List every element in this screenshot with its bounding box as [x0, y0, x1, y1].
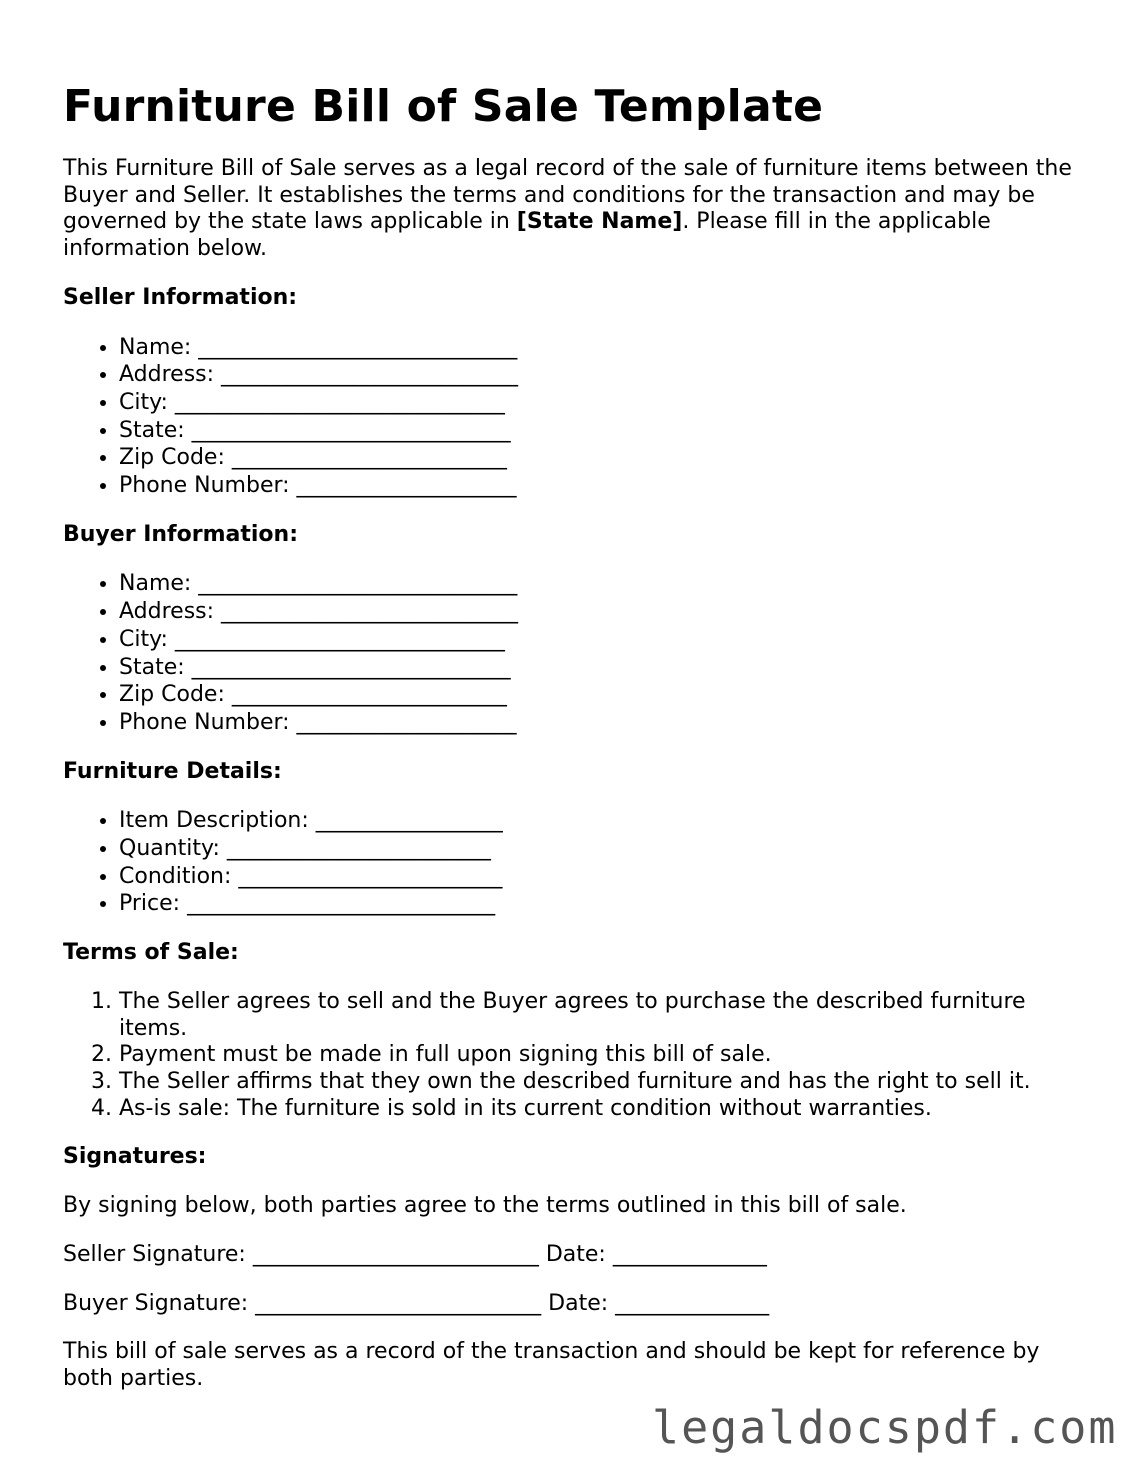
item-description-field: • Item Description: _________________	[119, 807, 1073, 835]
seller-state-field: • State: _____________________________	[119, 417, 1073, 445]
seller-signature-line: Seller Signature: __________________________ Date: ______________	[63, 1241, 767, 1267]
furniture-field-list	[63, 807, 1073, 918]
term-item: 3. The Seller affirms that they own the described furniture and has the right to sell it.	[119, 1069, 1073, 1096]
seller-zip-field: • Zip Code: _________________________	[119, 444, 1073, 472]
document-page	[63, 78, 1073, 1415]
buyer-city-field: • City: ______________________________	[119, 626, 1073, 654]
seller-city-field: • City: ______________________________	[119, 389, 1073, 417]
buyer-state-field: • State: _____________________________	[119, 654, 1073, 682]
buyer-field-list	[63, 570, 1073, 736]
terms-list	[63, 989, 1073, 1123]
signatures-heading: Signatures:	[63, 1144, 207, 1170]
furniture-heading: Furniture Details:	[63, 758, 282, 784]
seller-address-field: • Address: ___________________________	[119, 361, 1073, 389]
quantity-field: • Quantity: ________________________	[119, 835, 1073, 863]
signature-statement: By signing below, both parties agree to the terms outlined in this bill of sale.	[63, 1193, 907, 1219]
buyer-zip-field: • Zip Code: _________________________	[119, 681, 1073, 709]
condition-field: • Condition: ________________________	[119, 863, 1073, 891]
seller-phone-field: • Phone Number: ____________________	[119, 472, 1073, 500]
watermark-logo: legaldocspdf.com	[652, 1401, 1118, 1454]
seller-name-field: • Name: _____________________________	[119, 334, 1073, 362]
buyer-address-field: • Address: ___________________________	[119, 598, 1073, 626]
buyer-phone-field: • Phone Number: ____________________	[119, 709, 1073, 737]
seller-field-list	[63, 334, 1073, 500]
term-item: 2. Payment must be made in full upon signing this bill of sale.	[119, 1042, 1073, 1069]
document-title: Furniture Bill of Sale Template	[63, 81, 824, 132]
intro-paragraph	[63, 156, 1073, 263]
term-item: 1. The Seller agrees to sell and the Buyer agrees to purchase the described furniture items.	[119, 989, 1073, 1042]
terms-heading: Terms of Sale:	[63, 940, 239, 966]
price-field: • Price: ____________________________	[119, 890, 1073, 918]
closing-paragraph: This bill of sale serves as a record of the transaction and should be kept for reference by both parties.	[63, 1339, 1040, 1391]
seller-heading: Seller Information:	[63, 284, 298, 310]
buyer-signature-line: Buyer Signature: __________________________ Date: ______________	[63, 1290, 770, 1316]
buyer-heading: Buyer Information:	[63, 521, 298, 547]
term-item: 4. As-is sale: The furniture is sold in its current condition without warranties.	[119, 1096, 1073, 1123]
state-name-placeholder: [State Name]	[516, 209, 683, 235]
intro-text-end: . Please fill in the applicable information below.	[63, 209, 991, 262]
intro-text-start: This Furniture Bill of Sale serves as a legal record of the sale of furniture items between the Buyer and Seller. It establishes the terms and conditions for the transaction and may be governed by the state laws applicable in	[63, 156, 1072, 235]
buyer-name-field: • Name: _____________________________	[119, 570, 1073, 598]
